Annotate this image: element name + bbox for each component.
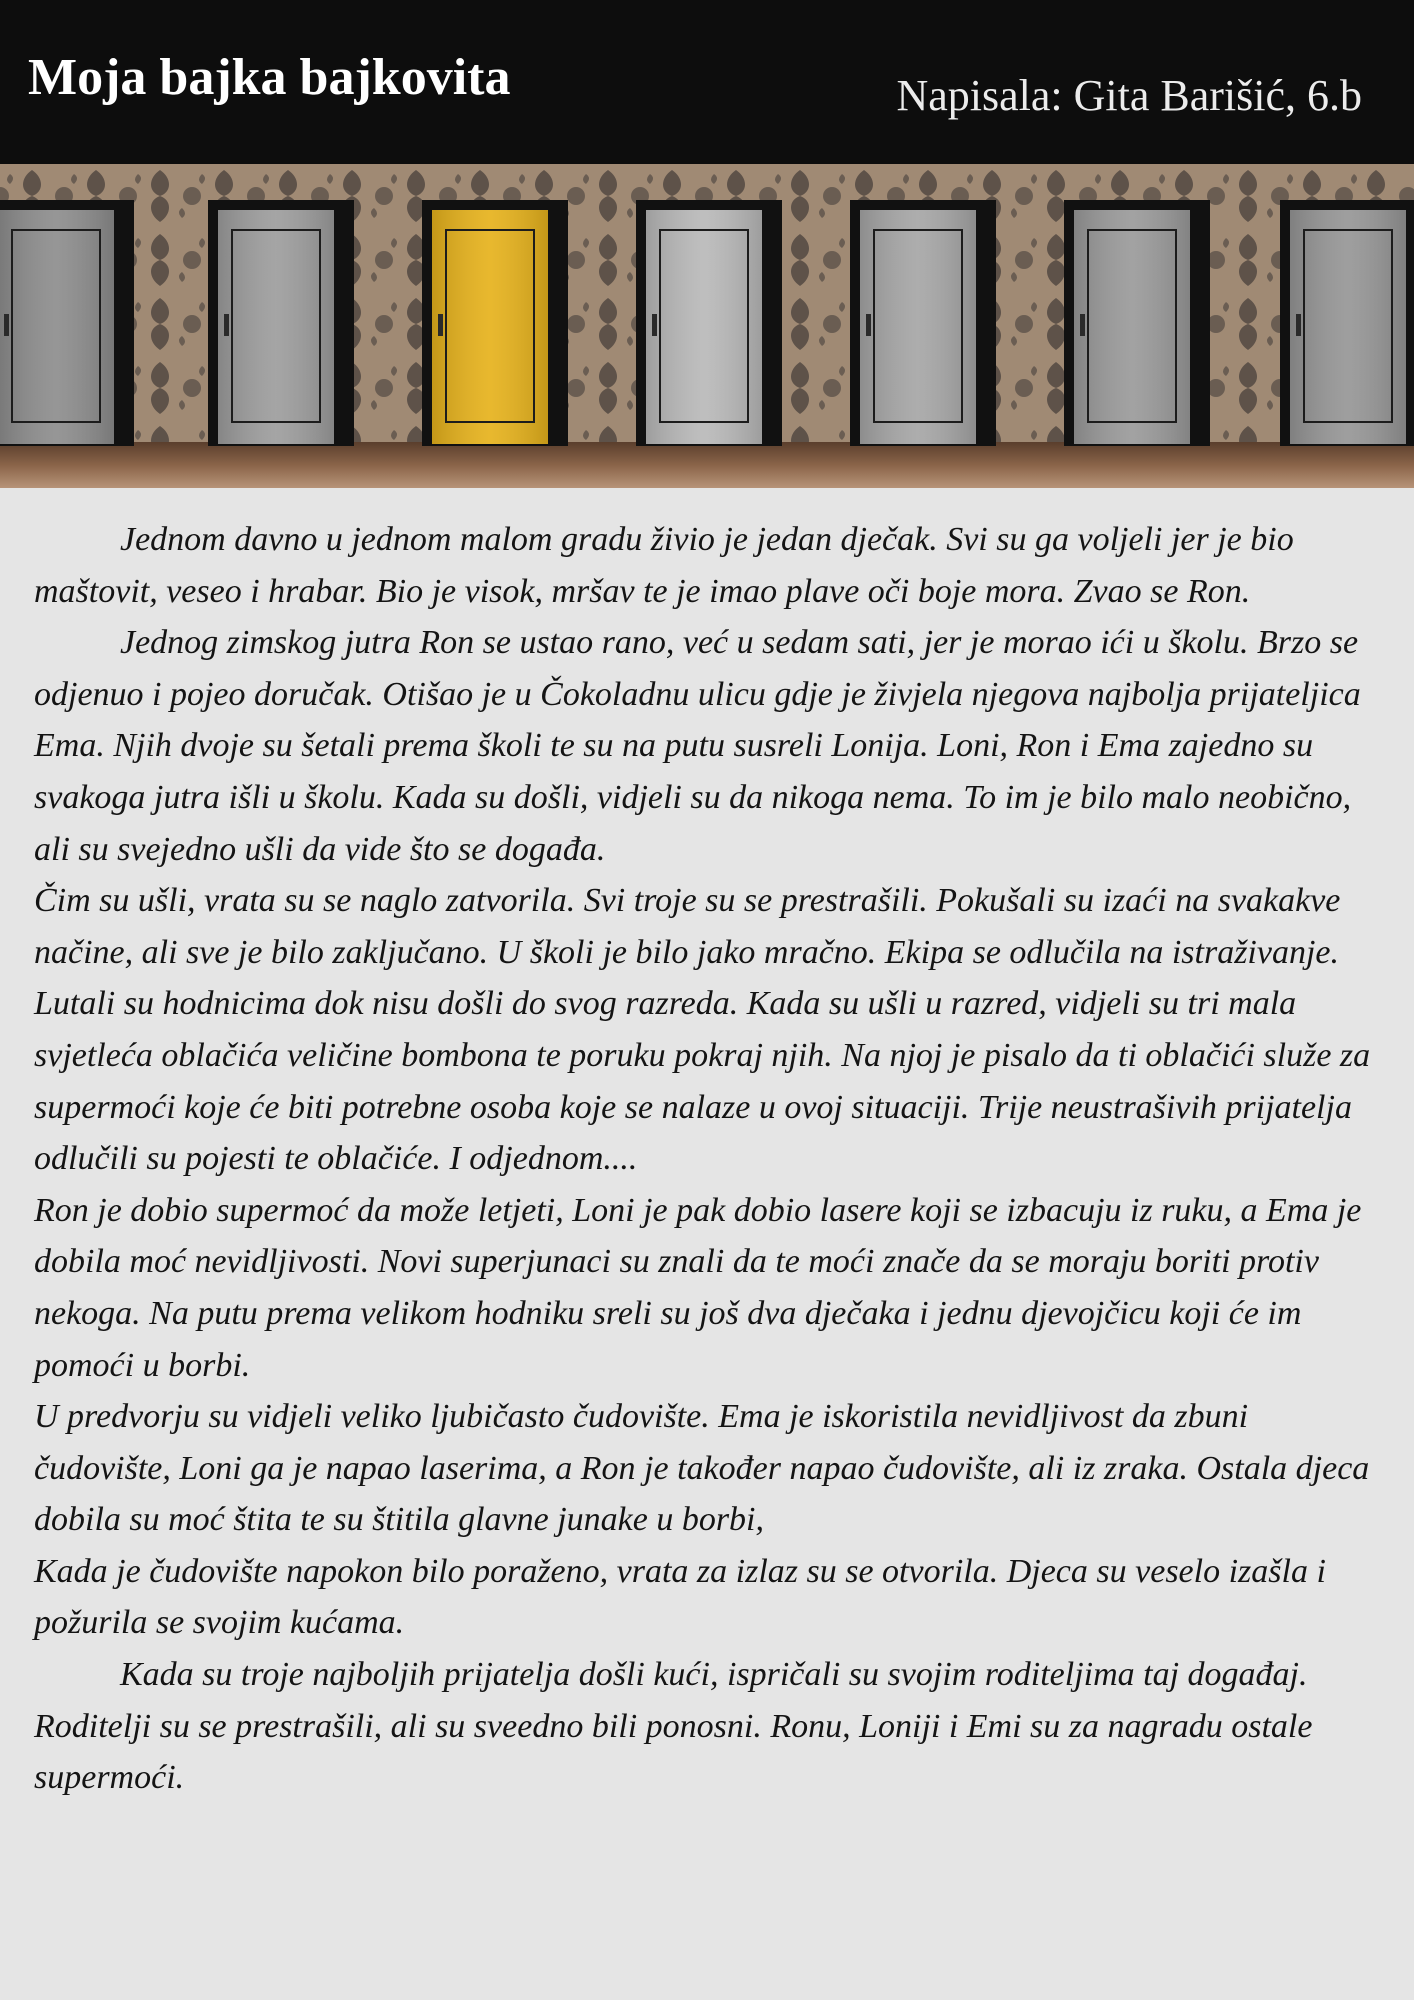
door xyxy=(0,200,134,446)
page-header xyxy=(0,0,1414,164)
door xyxy=(208,200,354,446)
door xyxy=(850,200,996,446)
page-title: Moja bajka bajkovita xyxy=(28,49,511,106)
door xyxy=(1280,200,1414,446)
story-text xyxy=(34,514,1384,1804)
story-paragraph: Ron je dobio supermoć da može letjeti, Loni je pak dobio lasere koji se izbacuju iz ruku, a Ema je dobila moć nevidljivosti. Novi superjunaci su znali da te moći znače da se moraju boriti protiv nekoga. Na putu prema velikom hodniku sreli su još dva dječaka i jednu djevojčicu koji će im pomoći u borbi. xyxy=(34,1191,1362,1384)
door xyxy=(1064,200,1210,446)
door xyxy=(636,200,782,446)
story-paragraph: Jednom davno u jednom malom gradu živio je jedan dječak. Svi su ga voljeli jer je bio maštovit, veseo i hrabar. Bio je visok, mršav te je imao plave oči boje mora. Zvao se Ron. xyxy=(34,521,1294,610)
author-line: Napisala: Gita Barišić, 6.b xyxy=(896,71,1362,120)
doors-illustration xyxy=(0,164,1414,488)
doors-image xyxy=(0,164,1414,488)
story-paragraph: Kada su troje najboljih prijatelja došli kući, ispričali su svojim roditeljima taj događaj. Roditelji su se prestrašili, ali su sveedno bili ponosni. Ronu, Loniji i Emi su za nagradu ostale supermoći. xyxy=(34,1656,1313,1797)
story-paragraph: Jednog zimskog jutra Ron se ustao rano, već u sedam sati, jer je morao ići u školu. Brzo se odjenuo i pojeo doručak. Otišao je u Čokoladnu ulicu gdje je živjela njegova najbolja prijateljica Ema. Njih dvoje su šetali prema školi te su na putu susreli Lonija. Loni, Ron i Ema zajedno su svakoga jutra išli u školu. Kada su došli, vidjeli su da nikoga nema. To im je bilo malo neobično, ali su svejedno ušli da vide što se događa. xyxy=(34,624,1361,868)
story-paragraph: U predvorju su vidjeli veliko ljubičasto čudovište. Ema je iskoristila nevidljivost da zbuni čudovište, Loni ga je napao laserima, a Ron je također napao čudovište, ali iz zraka. Ostala djeca dobila su moć štita te su štitila glavne junake u borbi, xyxy=(34,1398,1370,1539)
story-paragraph: Čim su ušli, vrata su se naglo zatvorila. Svi troje su se prestrašili. Pokušali su izaći na svakakve načine, ali sve je bilo zaključano. U školi je bilo jako mračno. Ekipa se odlučila na istraživanje. Lutali su hodnicima dok nisu došli do svog razreda. Kada su ušli u razred, vidjeli su tri mala svjetleća oblačića veličine bombona te poruku pokraj njih. Na njoj je pisalo da ti oblačići služe za supermoći koje će biti potrebne osoba koje se nalaze u ovoj situaciji. Trije neustrašivih prijatelja odlučili su pojesti te oblačiće. I odjednom.... xyxy=(34,882,1371,1178)
door xyxy=(422,200,568,446)
story-paragraph: Kada je čudovište napokon bilo poraženo, vrata za izlaz su se otvorila. Djeca su veselo izašla i požurila se svojim kućama. xyxy=(34,1552,1326,1642)
